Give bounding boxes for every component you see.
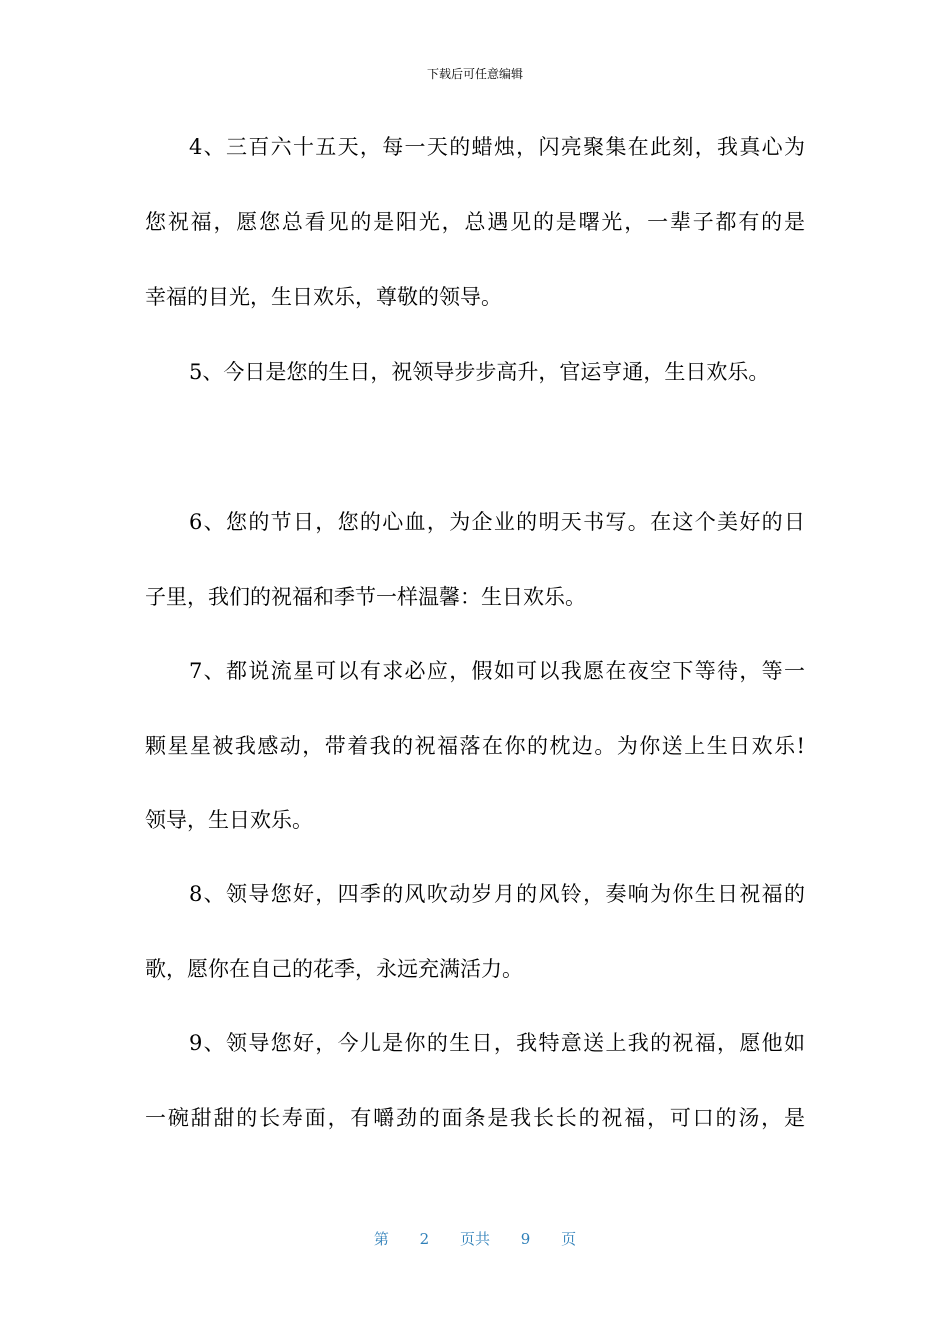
page-header: 下载后可任意编辑 — [426, 67, 523, 81]
paragraph-9-line-1: 9、领导您好，今儿是你的生日，我特意送上我的祝福，愿他如 — [189, 1031, 805, 1055]
paragraph-6-line-1: 6、您的节日，您的心血，为企业的明天书写。在这个美好的日 — [189, 510, 805, 534]
footer-middle: 页共 — [459, 1230, 490, 1248]
footer-total-pages: 9 — [520, 1230, 531, 1248]
paragraph-8-line-1: 8、领导您好，四季的风吹动岁月的风铃，奏响为你生日祝福的 — [189, 882, 805, 906]
paragraph-7-line-3: 领导，生日欢乐。 — [145, 808, 313, 832]
paragraph-6-line-2: 子里，我们的祝福和季节一样温馨：生日欢乐。 — [145, 585, 586, 609]
footer-suffix: 页 — [561, 1230, 577, 1248]
paragraph-8-line-2: 歌，愿你在自己的花季，永远充满活力。 — [145, 957, 523, 981]
paragraph-5-line-1: 5、今日是您的生日，祝领导步步高升，官运亨通，生日欢乐。 — [189, 360, 770, 384]
footer-page-number: 2 — [419, 1230, 430, 1248]
paragraph-7-line-1: 7、都说流星可以有求必应，假如可以我愿在夜空下等待，等一 — [189, 659, 805, 683]
paragraph-7-line-2: 颗星星被我感动，带着我的祝福落在你的枕边。为你送上生日欢乐! — [145, 734, 805, 758]
paragraph-4-line-1: 4、三百六十五天，每一天的蜡烛，闪亮聚集在此刻，我真心为 — [189, 135, 805, 159]
paragraph-4-line-3: 幸福的目光，生日欢乐，尊敬的领导。 — [145, 285, 502, 309]
page-footer — [0, 1229, 950, 1249]
footer-prefix: 第 — [373, 1230, 389, 1248]
paragraph-9-line-2: 一碗甜甜的长寿面，有嚼劲的面条是我长长的祝福，可口的汤，是 — [145, 1106, 805, 1130]
paragraph-4-line-2: 您祝福，愿您总看见的是阳光，总遇见的是曙光，一辈子都有的是 — [145, 210, 805, 234]
